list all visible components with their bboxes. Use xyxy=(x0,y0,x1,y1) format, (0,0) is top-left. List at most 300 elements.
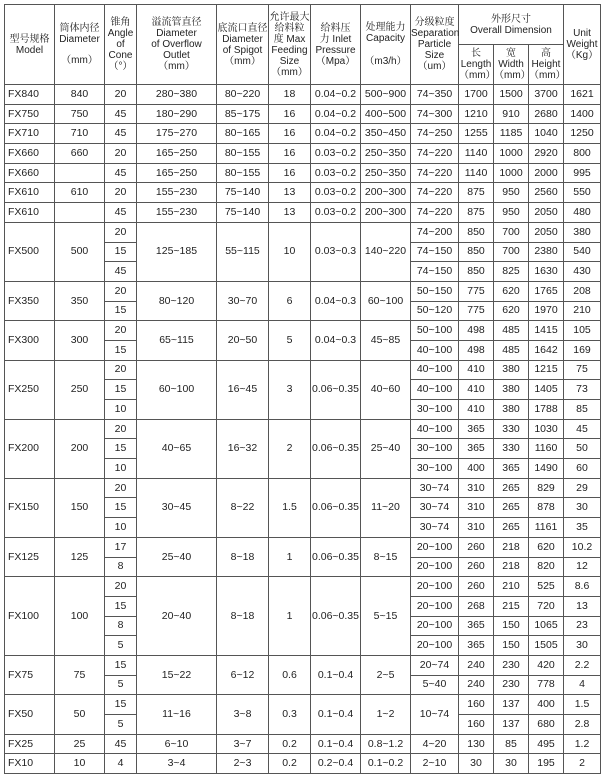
diameter-cell: 150 xyxy=(55,478,105,537)
feed-size-cell: 16 xyxy=(269,104,311,124)
separation-cell: 74~220 xyxy=(411,163,459,183)
width-cell: 265 xyxy=(494,518,529,538)
diameter-cell: 50 xyxy=(55,695,105,734)
separation-cell: 50~150 xyxy=(411,281,459,301)
height-cell: 1161 xyxy=(529,518,564,538)
overflow-cell: 65~115 xyxy=(137,321,217,360)
table-row xyxy=(5,754,601,774)
feed-size-cell: 1.5 xyxy=(269,478,311,537)
capacity-cell: 45~85 xyxy=(361,321,411,360)
length-cell: 410 xyxy=(459,360,494,380)
pressure-cell: 0.06~0.35 xyxy=(311,577,361,656)
height-cell: 2050 xyxy=(529,222,564,242)
length-cell: 850 xyxy=(459,262,494,282)
height-cell: 1505 xyxy=(529,636,564,656)
width-cell: 1500 xyxy=(494,85,529,105)
capacity-cell: 250~350 xyxy=(361,163,411,183)
separation-cell: 20~100 xyxy=(411,616,459,636)
width-cell: 265 xyxy=(494,498,529,518)
height-cell: 1405 xyxy=(529,380,564,400)
height-cell: 1415 xyxy=(529,321,564,341)
capacity-cell: 25~40 xyxy=(361,419,411,478)
capacity-cell: 400~500 xyxy=(361,104,411,124)
width-cell: 910 xyxy=(494,104,529,124)
width-cell: 485 xyxy=(494,321,529,341)
angle-cell: 15 xyxy=(105,695,137,715)
weight-cell: 75 xyxy=(564,360,601,380)
separation-cell: 20~100 xyxy=(411,577,459,597)
model-cell: FX350 xyxy=(5,281,55,320)
width-cell: 1000 xyxy=(494,163,529,183)
spigot-cell: 16~32 xyxy=(217,419,269,478)
weight-cell: 2.8 xyxy=(564,715,601,735)
overflow-cell: 165~250 xyxy=(137,163,217,183)
angle-cell: 20 xyxy=(105,281,137,301)
header-dimension: 外形尺寸 Overall Dimension xyxy=(459,5,564,45)
height-cell: 1215 xyxy=(529,360,564,380)
overflow-cell: 155~230 xyxy=(137,183,217,203)
weight-cell: 105 xyxy=(564,321,601,341)
height-cell: 820 xyxy=(529,557,564,577)
height-cell: 1642 xyxy=(529,340,564,360)
height-cell: 720 xyxy=(529,596,564,616)
width-cell: 330 xyxy=(494,439,529,459)
length-cell: 365 xyxy=(459,616,494,636)
length-cell: 498 xyxy=(459,340,494,360)
pressure-cell: 0.03~0.2 xyxy=(311,203,361,223)
feed-size-cell: 18 xyxy=(269,85,311,105)
spigot-cell: 85~175 xyxy=(217,104,269,124)
pressure-cell: 0.03~0.2 xyxy=(311,183,361,203)
table-row xyxy=(5,203,601,223)
table-row xyxy=(5,695,601,715)
angle-cell: 20 xyxy=(105,183,137,203)
overflow-cell: 175~270 xyxy=(137,124,217,144)
pressure-cell: 0.06~0.35 xyxy=(311,419,361,478)
diameter-cell: 660 xyxy=(55,144,105,164)
spigot-cell: 75~140 xyxy=(217,183,269,203)
header-height: 高 Height （mm） xyxy=(529,45,564,85)
spigot-cell: 8~18 xyxy=(217,537,269,576)
width-cell: 380 xyxy=(494,360,529,380)
header-width: 宽 Width （mm） xyxy=(494,45,529,85)
feed-size-cell: 0.3 xyxy=(269,695,311,734)
width-cell: 30 xyxy=(494,754,529,774)
angle-cell: 20 xyxy=(105,577,137,597)
angle-cell: 5 xyxy=(105,636,137,656)
model-cell: FX840 xyxy=(5,85,55,105)
width-cell: 218 xyxy=(494,557,529,577)
height-cell: 1160 xyxy=(529,439,564,459)
weight-cell: 2 xyxy=(564,754,601,774)
separation-cell: 20~74 xyxy=(411,655,459,675)
angle-cell: 15 xyxy=(105,655,137,675)
spigot-cell: 80~155 xyxy=(217,163,269,183)
length-cell: 365 xyxy=(459,636,494,656)
length-cell: 240 xyxy=(459,675,494,695)
length-cell: 268 xyxy=(459,596,494,616)
length-cell: 775 xyxy=(459,281,494,301)
length-cell: 160 xyxy=(459,695,494,715)
capacity-cell: 350~450 xyxy=(361,124,411,144)
capacity-cell: 5~15 xyxy=(361,577,411,656)
hydrocyclone-spec-table xyxy=(4,4,601,774)
feed-size-cell: 0.2 xyxy=(269,754,311,774)
feed-size-cell: 0.6 xyxy=(269,655,311,694)
width-cell: 380 xyxy=(494,380,529,400)
overflow-cell: 30~45 xyxy=(137,478,217,537)
weight-cell: 210 xyxy=(564,301,601,321)
weight-cell: 995 xyxy=(564,163,601,183)
length-cell: 850 xyxy=(459,222,494,242)
angle-cell: 45 xyxy=(105,734,137,754)
separation-cell: 40~100 xyxy=(411,419,459,439)
pressure-cell: 0.04~0.3 xyxy=(311,281,361,320)
length-cell: 240 xyxy=(459,655,494,675)
angle-cell: 10 xyxy=(105,459,137,479)
height-cell: 2380 xyxy=(529,242,564,262)
length-cell: 400 xyxy=(459,459,494,479)
spigot-cell: 20~50 xyxy=(217,321,269,360)
angle-cell: 17 xyxy=(105,537,137,557)
header-angle: 锥角 Angle of Cone （°） xyxy=(105,5,137,85)
height-cell: 420 xyxy=(529,655,564,675)
separation-cell: 40~100 xyxy=(411,360,459,380)
weight-cell: 380 xyxy=(564,222,601,242)
angle-cell: 15 xyxy=(105,242,137,262)
separation-cell: 40~100 xyxy=(411,380,459,400)
length-cell: 410 xyxy=(459,400,494,420)
capacity-cell: 40~60 xyxy=(361,360,411,419)
table-row xyxy=(5,655,601,675)
angle-cell: 15 xyxy=(105,596,137,616)
model-cell: FX10 xyxy=(5,754,55,774)
length-cell: 30 xyxy=(459,754,494,774)
height-cell: 1788 xyxy=(529,400,564,420)
weight-cell: 540 xyxy=(564,242,601,262)
separation-cell: 20~100 xyxy=(411,596,459,616)
pressure-cell: 0.03~0.2 xyxy=(311,163,361,183)
header-spigot: 底流口直径 Diameter of Spigot （mm） xyxy=(217,5,269,85)
pressure-cell: 0.06~0.35 xyxy=(311,537,361,576)
capacity-cell: 500~900 xyxy=(361,85,411,105)
length-cell: 775 xyxy=(459,301,494,321)
separation-cell: 20~100 xyxy=(411,557,459,577)
height-cell: 1765 xyxy=(529,281,564,301)
model-cell: FX500 xyxy=(5,222,55,281)
separation-cell: 30~100 xyxy=(411,459,459,479)
model-cell: FX150 xyxy=(5,478,55,537)
angle-cell: 20 xyxy=(105,144,137,164)
table-row xyxy=(5,577,601,597)
feed-size-cell: 2 xyxy=(269,419,311,478)
width-cell: 230 xyxy=(494,655,529,675)
spigot-cell: 55~115 xyxy=(217,222,269,281)
overflow-cell: 155~230 xyxy=(137,203,217,223)
table-row xyxy=(5,478,601,498)
height-cell: 1065 xyxy=(529,616,564,636)
length-cell: 260 xyxy=(459,577,494,597)
angle-cell: 5 xyxy=(105,675,137,695)
model-cell: FX610 xyxy=(5,203,55,223)
table-row xyxy=(5,124,601,144)
height-cell: 3700 xyxy=(529,85,564,105)
angle-cell: 15 xyxy=(105,301,137,321)
diameter-cell: 10 xyxy=(55,754,105,774)
separation-cell: 5~40 xyxy=(411,675,459,695)
weight-cell: 1.5 xyxy=(564,695,601,715)
table-row xyxy=(5,321,601,341)
feed-size-cell: 16 xyxy=(269,163,311,183)
separation-cell: 2~10 xyxy=(411,754,459,774)
width-cell: 365 xyxy=(494,459,529,479)
header-overflow: 溢流管直径 Diameter of Overflow Outlet （mm） xyxy=(137,5,217,85)
weight-cell: 4 xyxy=(564,675,601,695)
width-cell: 150 xyxy=(494,616,529,636)
model-cell: FX75 xyxy=(5,655,55,694)
height-cell: 620 xyxy=(529,537,564,557)
diameter-cell: 75 xyxy=(55,655,105,694)
weight-cell: 23 xyxy=(564,616,601,636)
table-row xyxy=(5,734,601,754)
angle-cell: 20 xyxy=(105,321,137,341)
capacity-cell: 0.1~0.2 xyxy=(361,754,411,774)
height-cell: 829 xyxy=(529,478,564,498)
header-pressure: 给料压 力 Inlet Pressure （Mpa） xyxy=(311,5,361,85)
pressure-cell: 0.1~0.4 xyxy=(311,655,361,694)
diameter-cell xyxy=(55,163,105,183)
width-cell: 215 xyxy=(494,596,529,616)
overflow-cell: 3~4 xyxy=(137,754,217,774)
width-cell: 700 xyxy=(494,242,529,262)
model-cell: FX50 xyxy=(5,695,55,734)
weight-cell: 430 xyxy=(564,262,601,282)
spigot-cell: 3~8 xyxy=(217,695,269,734)
weight-cell: 1621 xyxy=(564,85,601,105)
height-cell: 2000 xyxy=(529,163,564,183)
width-cell: 950 xyxy=(494,203,529,223)
length-cell: 1255 xyxy=(459,124,494,144)
diameter-cell: 610 xyxy=(55,183,105,203)
height-cell: 400 xyxy=(529,695,564,715)
capacity-cell: 1~2 xyxy=(361,695,411,734)
length-cell: 1140 xyxy=(459,144,494,164)
spigot-cell: 30~70 xyxy=(217,281,269,320)
capacity-cell: 0.8~1.2 xyxy=(361,734,411,754)
capacity-cell: 60~100 xyxy=(361,281,411,320)
model-cell: FX660 xyxy=(5,163,55,183)
angle-cell: 20 xyxy=(105,419,137,439)
separation-cell: 74~220 xyxy=(411,203,459,223)
height-cell: 2050 xyxy=(529,203,564,223)
header-diameter: 筒体内径 Diameter （mm） xyxy=(55,5,105,85)
width-cell: 380 xyxy=(494,400,529,420)
separation-cell: 50~120 xyxy=(411,301,459,321)
pressure-cell: 0.03~0.3 xyxy=(311,222,361,281)
length-cell: 260 xyxy=(459,557,494,577)
header-model: 型号规格 Model xyxy=(5,5,55,85)
weight-cell: 12 xyxy=(564,557,601,577)
length-cell: 260 xyxy=(459,537,494,557)
width-cell: 85 xyxy=(494,734,529,754)
weight-cell: 60 xyxy=(564,459,601,479)
separation-cell: 30~100 xyxy=(411,439,459,459)
diameter-cell: 25 xyxy=(55,734,105,754)
width-cell: 210 xyxy=(494,577,529,597)
diameter-cell: 750 xyxy=(55,104,105,124)
height-cell: 1490 xyxy=(529,459,564,479)
pressure-cell: 0.1~0.4 xyxy=(311,734,361,754)
separation-cell: 74~220 xyxy=(411,144,459,164)
angle-cell: 4 xyxy=(105,754,137,774)
height-cell: 878 xyxy=(529,498,564,518)
capacity-cell: 140~220 xyxy=(361,222,411,281)
overflow-cell: 125~185 xyxy=(137,222,217,281)
separation-cell: 74~300 xyxy=(411,104,459,124)
length-cell: 365 xyxy=(459,439,494,459)
spec-table-body xyxy=(5,85,601,774)
weight-cell: 85 xyxy=(564,400,601,420)
spigot-cell: 3~7 xyxy=(217,734,269,754)
width-cell: 218 xyxy=(494,537,529,557)
weight-cell: 13 xyxy=(564,596,601,616)
overflow-cell: 11~16 xyxy=(137,695,217,734)
model-cell: FX25 xyxy=(5,734,55,754)
width-cell: 1000 xyxy=(494,144,529,164)
width-cell: 330 xyxy=(494,419,529,439)
separation-cell: 30~74 xyxy=(411,518,459,538)
feed-size-cell: 1 xyxy=(269,537,311,576)
spigot-cell: 80~165 xyxy=(217,124,269,144)
pressure-cell: 0.04~0.2 xyxy=(311,85,361,105)
angle-cell: 15 xyxy=(105,380,137,400)
separation-cell: 74~200 xyxy=(411,222,459,242)
separation-cell: 74~220 xyxy=(411,183,459,203)
feed-size-cell: 10 xyxy=(269,222,311,281)
separation-cell: 74~150 xyxy=(411,262,459,282)
separation-cell: 50~100 xyxy=(411,321,459,341)
table-row xyxy=(5,163,601,183)
angle-cell: 10 xyxy=(105,400,137,420)
feed-size-cell: 16 xyxy=(269,144,311,164)
overflow-cell: 60~100 xyxy=(137,360,217,419)
length-cell: 875 xyxy=(459,183,494,203)
angle-cell: 5 xyxy=(105,715,137,735)
diameter-cell: 840 xyxy=(55,85,105,105)
feed-size-cell: 13 xyxy=(269,183,311,203)
width-cell: 620 xyxy=(494,301,529,321)
overflow-cell: 15~22 xyxy=(137,655,217,694)
angle-cell: 20 xyxy=(105,222,137,242)
pressure-cell: 0.2~0.4 xyxy=(311,754,361,774)
angle-cell: 20 xyxy=(105,360,137,380)
model-cell: FX610 xyxy=(5,183,55,203)
angle-cell: 20 xyxy=(105,85,137,105)
diameter-cell: 500 xyxy=(55,222,105,281)
height-cell: 1970 xyxy=(529,301,564,321)
overflow-cell: 25~40 xyxy=(137,537,217,576)
length-cell: 875 xyxy=(459,203,494,223)
width-cell: 950 xyxy=(494,183,529,203)
pressure-cell: 0.04~0.2 xyxy=(311,124,361,144)
table-row xyxy=(5,537,601,557)
table-row xyxy=(5,360,601,380)
spigot-cell: 2~3 xyxy=(217,754,269,774)
height-cell: 680 xyxy=(529,715,564,735)
spec-table-wrapper xyxy=(4,4,601,774)
diameter-cell xyxy=(55,203,105,223)
length-cell: 310 xyxy=(459,478,494,498)
height-cell: 778 xyxy=(529,675,564,695)
width-cell: 620 xyxy=(494,281,529,301)
spigot-cell: 6~12 xyxy=(217,655,269,694)
separation-cell: 20~100 xyxy=(411,636,459,656)
angle-cell: 45 xyxy=(105,124,137,144)
overflow-cell: 280~380 xyxy=(137,85,217,105)
height-cell: 1030 xyxy=(529,419,564,439)
weight-cell: 8.6 xyxy=(564,577,601,597)
model-cell: FX300 xyxy=(5,321,55,360)
weight-cell: 169 xyxy=(564,340,601,360)
separation-cell: 74~350 xyxy=(411,85,459,105)
feed-size-cell: 13 xyxy=(269,203,311,223)
separation-cell: 10~74 xyxy=(411,695,459,734)
feed-size-cell: 6 xyxy=(269,281,311,320)
spigot-cell: 16~45 xyxy=(217,360,269,419)
diameter-cell: 710 xyxy=(55,124,105,144)
height-cell: 525 xyxy=(529,577,564,597)
length-cell: 498 xyxy=(459,321,494,341)
separation-cell: 20~100 xyxy=(411,537,459,557)
length-cell: 310 xyxy=(459,498,494,518)
width-cell: 485 xyxy=(494,340,529,360)
capacity-cell: 200~300 xyxy=(361,203,411,223)
length-cell: 1140 xyxy=(459,163,494,183)
angle-cell: 8 xyxy=(105,557,137,577)
header-capacity: 处理能力 Capacity （m3/h） xyxy=(361,5,411,85)
diameter-cell: 125 xyxy=(55,537,105,576)
height-cell: 2560 xyxy=(529,183,564,203)
overflow-cell: 80~120 xyxy=(137,281,217,320)
capacity-cell: 11~20 xyxy=(361,478,411,537)
overflow-cell: 6~10 xyxy=(137,734,217,754)
capacity-cell: 8~15 xyxy=(361,537,411,576)
overflow-cell: 180~290 xyxy=(137,104,217,124)
length-cell: 160 xyxy=(459,715,494,735)
model-cell: FX710 xyxy=(5,124,55,144)
separation-cell: 4~20 xyxy=(411,734,459,754)
weight-cell: 2.2 xyxy=(564,655,601,675)
separation-cell: 30~74 xyxy=(411,478,459,498)
separation-cell: 74~150 xyxy=(411,242,459,262)
weight-cell: 35 xyxy=(564,518,601,538)
weight-cell: 208 xyxy=(564,281,601,301)
weight-cell: 30 xyxy=(564,498,601,518)
separation-cell: 30~100 xyxy=(411,400,459,420)
capacity-cell: 250~350 xyxy=(361,144,411,164)
angle-cell: 15 xyxy=(105,439,137,459)
model-cell: FX250 xyxy=(5,360,55,419)
model-cell: FX750 xyxy=(5,104,55,124)
header-length: 长 Length （mm） xyxy=(459,45,494,85)
table-row xyxy=(5,144,601,164)
length-cell: 850 xyxy=(459,242,494,262)
length-cell: 1210 xyxy=(459,104,494,124)
height-cell: 495 xyxy=(529,734,564,754)
separation-cell: 74~250 xyxy=(411,124,459,144)
separation-cell: 40~100 xyxy=(411,340,459,360)
length-cell: 130 xyxy=(459,734,494,754)
